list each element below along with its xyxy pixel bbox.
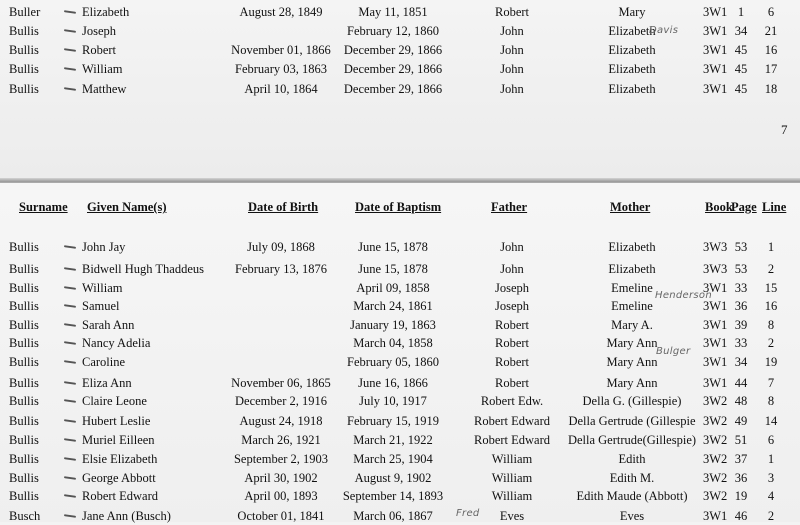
- surname-cell: Bullis: [9, 355, 39, 369]
- baptism-date-cell: June 16, 1866: [358, 376, 428, 390]
- line-cell: 16: [764, 43, 778, 57]
- tick-mark: [64, 399, 76, 403]
- given-name-cell: William: [82, 281, 123, 295]
- surname-cell: Bullis: [9, 43, 39, 57]
- table-row: [0, 487, 800, 505]
- given-name-cell: Muriel Eilleen: [82, 433, 155, 447]
- book-cell: 3W2: [703, 489, 728, 503]
- book-cell: 3W2: [703, 414, 728, 428]
- line-cell: 2: [767, 509, 775, 523]
- tick-mark: [64, 419, 76, 423]
- book-cell: 3W3: [703, 240, 728, 254]
- mother-cell: Elizabeth: [608, 82, 656, 96]
- baptism-date-cell: June 15, 1878: [358, 240, 428, 254]
- father-cell: Robert: [494, 336, 530, 350]
- table-row: [0, 80, 800, 98]
- line-header: Line: [762, 200, 787, 214]
- given-name-cell: Claire Leone: [82, 394, 147, 408]
- baptism-date-header: Date of Baptism: [355, 200, 442, 214]
- table-row: [0, 450, 800, 468]
- birth-date-cell: September 2, 1903: [233, 452, 329, 466]
- mother-cell: Elizabeth: [608, 240, 656, 254]
- book-cell: 3W1: [703, 5, 728, 19]
- mother-cell: Mary A.: [611, 318, 653, 332]
- birth-date-cell: November 01, 1866: [231, 43, 331, 57]
- line-cell: 3: [767, 471, 775, 485]
- table-row: [0, 60, 800, 78]
- given-name-header: Given Name(s): [87, 200, 167, 214]
- father-cell: Robert: [494, 355, 530, 369]
- tick-mark: [64, 514, 76, 518]
- father-cell: Joseph: [494, 299, 530, 313]
- tick-mark: [64, 267, 76, 271]
- baptism-date-cell: June 15, 1878: [358, 262, 428, 276]
- page-cell: 37: [734, 452, 748, 466]
- surname-cell: Bullis: [9, 24, 39, 38]
- birth-date-cell: April 30, 1902: [244, 471, 318, 485]
- tick-mark: [64, 494, 76, 498]
- mother-cell: Emeline: [611, 299, 653, 313]
- book-cell: 3W2: [703, 452, 728, 466]
- page-cell: 45: [734, 62, 748, 76]
- father-cell: Joseph: [494, 281, 530, 295]
- handwritten-note: Davis: [649, 25, 679, 36]
- baptism-date-cell: August 9, 1902: [354, 471, 432, 485]
- father-cell: William: [491, 489, 533, 503]
- tick-mark: [64, 67, 76, 71]
- father-cell: Robert Edw.: [480, 394, 544, 408]
- birth-date-cell: August 28, 1849: [239, 5, 323, 19]
- surname-cell: Bullis: [9, 471, 39, 485]
- father-header: Father: [491, 200, 528, 214]
- birth-date-cell: March 26, 1921: [241, 433, 321, 447]
- page-cell: 46: [734, 509, 748, 523]
- given-name-cell: Eliza Ann: [82, 376, 132, 390]
- book-cell: 3W2: [703, 394, 728, 408]
- father-cell: Robert Edward: [473, 433, 551, 447]
- mother-cell: Mary Ann: [606, 355, 658, 369]
- table-row: [0, 41, 800, 59]
- line-cell: 4: [767, 489, 775, 503]
- book-cell: 3W1: [703, 336, 728, 350]
- given-name-cell: Matthew: [82, 82, 127, 96]
- line-cell: 1: [767, 452, 775, 466]
- surname-cell: Bullis: [9, 414, 39, 428]
- given-name-cell: Hubert Leslie: [82, 414, 151, 428]
- top-page: [0, 0, 800, 180]
- surname-cell: Bullis: [9, 281, 39, 295]
- book-cell: 3W1: [703, 82, 728, 96]
- father-cell: John: [500, 262, 524, 276]
- given-name-cell: Joseph: [82, 24, 117, 38]
- line-cell: 8: [767, 394, 775, 408]
- page-cell: 51: [734, 433, 748, 447]
- mother-cell: Edith Maude (Abbott): [576, 489, 688, 503]
- book-cell: 3W1: [703, 62, 728, 76]
- book-cell: 3W1: [703, 509, 728, 523]
- birth-date-cell: December 2, 1916: [235, 394, 327, 408]
- tick-mark: [64, 87, 76, 91]
- mother-cell: Edith: [618, 452, 646, 466]
- mother-cell: Elizabeth: [608, 24, 656, 38]
- book-cell: 3W1: [703, 376, 728, 390]
- tick-mark: [64, 457, 76, 461]
- page-cell: 19: [734, 489, 748, 503]
- mother-cell: Mary Ann: [606, 376, 658, 390]
- table-row: [0, 260, 800, 278]
- table-row: [0, 507, 800, 525]
- baptism-date-cell: July 10, 1917: [359, 394, 427, 408]
- birth-date-cell: April 10, 1864: [244, 82, 318, 96]
- mother-cell: Edith M.: [609, 471, 655, 485]
- surname-cell: Bullis: [9, 82, 39, 96]
- book-cell: 3W1: [703, 281, 728, 295]
- father-cell: William: [491, 471, 533, 485]
- line-cell: 16: [764, 299, 778, 313]
- line-cell: 1: [767, 240, 775, 254]
- given-name-cell: Caroline: [82, 355, 126, 369]
- surname-cell: Bullis: [9, 489, 39, 503]
- line-cell: 8: [767, 318, 775, 332]
- surname-header: Surname: [19, 200, 68, 214]
- baptism-date-cell: December 29, 1866: [343, 62, 443, 76]
- tick-mark: [64, 476, 76, 480]
- father-cell: Robert: [494, 376, 530, 390]
- given-name-cell: Robert: [82, 43, 117, 57]
- given-name-cell: Sarah Ann: [82, 318, 135, 332]
- book-cell: 3W1: [703, 299, 728, 313]
- tick-mark: [64, 29, 76, 33]
- line-cell: 18: [764, 82, 778, 96]
- given-name-cell: Samuel: [82, 299, 120, 313]
- page-cell: 33: [734, 281, 748, 295]
- book-cell: 3W3: [703, 262, 728, 276]
- page-number: 7: [781, 122, 788, 137]
- father-cell: Eves: [499, 509, 525, 523]
- page-header: Page: [731, 200, 757, 214]
- page-cell: 53: [734, 262, 748, 276]
- line-cell: 2: [767, 262, 775, 276]
- book-cell: 3W2: [703, 471, 728, 485]
- given-name-cell: William: [82, 62, 123, 76]
- baptism-date-cell: September 14, 1893: [342, 489, 444, 503]
- line-cell: 6: [767, 5, 775, 19]
- baptism-date-cell: February 05, 1860: [347, 355, 439, 369]
- mother-cell: Emeline: [611, 281, 653, 295]
- baptism-date-cell: January 19, 1863: [350, 318, 436, 332]
- mother-cell: Elizabeth: [608, 43, 656, 57]
- father-cell: John: [500, 240, 524, 254]
- surname-cell: Bullis: [9, 299, 39, 313]
- baptism-date-cell: December 29, 1866: [343, 43, 443, 57]
- baptism-date-cell: March 24, 1861: [353, 299, 433, 313]
- father-cell: Robert: [494, 5, 530, 19]
- surname-cell: Bullis: [9, 394, 39, 408]
- page-cell: 34: [734, 24, 748, 38]
- tick-mark: [64, 323, 76, 327]
- surname-cell: Buller: [9, 5, 41, 19]
- father-cell: John: [500, 43, 524, 57]
- handwritten-note: Henderson: [655, 290, 712, 301]
- tick-mark: [64, 10, 76, 14]
- page-cell: 45: [734, 43, 748, 57]
- father-cell: William: [491, 452, 533, 466]
- surname-cell: Bullis: [9, 433, 39, 447]
- surname-cell: Busch: [9, 509, 41, 523]
- birth-date-header: Date of Birth: [248, 200, 319, 214]
- page-cell: 33: [734, 336, 748, 350]
- table-row: [0, 412, 800, 430]
- book-cell: 3W1: [703, 43, 728, 57]
- surname-cell: Bullis: [9, 318, 39, 332]
- tick-mark: [64, 360, 76, 364]
- page-cell: 45: [734, 82, 748, 96]
- father-cell: Robert: [494, 318, 530, 332]
- given-name-cell: George Abbott: [82, 471, 156, 485]
- surname-cell: Bullis: [9, 376, 39, 390]
- tick-mark: [64, 286, 76, 290]
- baptism-date-cell: April 09, 1858: [356, 281, 430, 295]
- surname-cell: Bullis: [9, 62, 39, 76]
- birth-date-cell: August 24, 1918: [239, 414, 323, 428]
- baptism-date-cell: May 11, 1851: [358, 5, 428, 19]
- surname-cell: Bullis: [9, 452, 39, 466]
- birth-date-cell: November 06, 1865: [231, 376, 331, 390]
- table-row: [0, 22, 800, 40]
- line-cell: 7: [767, 376, 775, 390]
- page-cell: 39: [734, 318, 748, 332]
- given-name-cell: Robert Edward: [82, 489, 159, 503]
- father-cell: John: [500, 62, 524, 76]
- tick-mark: [64, 381, 76, 385]
- mother-cell: Eves: [619, 509, 645, 523]
- book-header: Book: [705, 200, 733, 214]
- line-cell: 15: [764, 281, 778, 295]
- given-name-cell: Bidwell Hugh Thaddeus: [82, 262, 204, 276]
- table-row: [0, 238, 800, 256]
- table-row: [0, 392, 800, 410]
- baptism-date-cell: February 15, 1919: [347, 414, 439, 428]
- tick-mark: [64, 48, 76, 52]
- table-row: [0, 3, 800, 21]
- tick-mark: [64, 245, 76, 249]
- mother-cell: Della Gertrude (Gillespie: [568, 414, 696, 428]
- baptism-date-cell: February 12, 1860: [347, 24, 439, 38]
- baptism-date-cell: March 06, 1867: [353, 509, 433, 523]
- tick-mark: [64, 438, 76, 442]
- page-cell: 34: [734, 355, 748, 369]
- mother-cell: Elizabeth: [608, 262, 656, 276]
- birth-date-cell: October 01, 1841: [237, 509, 325, 523]
- father-cell: Robert Edward: [473, 414, 551, 428]
- line-cell: 21: [764, 24, 778, 38]
- handwritten-note: Bulger: [656, 346, 691, 357]
- page-cell: 44: [734, 376, 748, 390]
- table-row: [0, 374, 800, 392]
- page-cell: 48: [734, 394, 748, 408]
- page-cell: 1: [737, 5, 745, 19]
- given-name-cell: John Jay: [82, 240, 126, 254]
- surname-cell: Bullis: [9, 240, 39, 254]
- book-cell: 3W1: [703, 24, 728, 38]
- given-name-cell: Jane Ann (Busch): [82, 509, 171, 523]
- tick-mark: [64, 304, 76, 308]
- surname-cell: Bullis: [9, 262, 39, 276]
- book-cell: 3W1: [703, 355, 728, 369]
- mother-header: Mother: [610, 200, 651, 214]
- surname-cell: Bullis: [9, 336, 39, 350]
- line-cell: 6: [767, 433, 775, 447]
- mother-cell: Della G. (Gillespie): [582, 394, 682, 408]
- line-cell: 19: [764, 355, 778, 369]
- mother-cell: Della Gertrude(Gillespie): [567, 433, 697, 447]
- mother-cell: Mary Ann: [606, 336, 658, 350]
- father-cell: John: [500, 82, 524, 96]
- page-cell: 36: [734, 471, 748, 485]
- page-cell: 53: [734, 240, 748, 254]
- birth-date-cell: February 13, 1876: [235, 262, 327, 276]
- baptism-date-cell: December 29, 1866: [343, 82, 443, 96]
- birth-date-cell: February 03, 1863: [235, 62, 327, 76]
- handwritten-note: Fred: [456, 508, 480, 519]
- tick-mark: [64, 341, 76, 345]
- line-cell: 14: [764, 414, 778, 428]
- baptism-date-cell: March 21, 1922: [353, 433, 433, 447]
- father-cell: John: [500, 24, 524, 38]
- table-row: [0, 469, 800, 487]
- mother-cell: Elizabeth: [608, 62, 656, 76]
- book-cell: 3W1: [703, 318, 728, 332]
- table-row: [0, 431, 800, 449]
- line-cell: 2: [767, 336, 775, 350]
- page-cell: 36: [734, 299, 748, 313]
- birth-date-cell: July 09, 1868: [247, 240, 315, 254]
- given-name-cell: Elsie Elizabeth: [82, 452, 158, 466]
- table-row: [0, 316, 800, 334]
- mother-cell: Mary: [618, 5, 646, 19]
- birth-date-cell: April 00, 1893: [244, 489, 318, 503]
- baptism-date-cell: March 25, 1904: [353, 452, 433, 466]
- line-cell: 17: [764, 62, 778, 76]
- book-cell: 3W2: [703, 433, 728, 447]
- baptism-date-cell: March 04, 1858: [353, 336, 433, 350]
- given-name-cell: Elizabeth: [82, 5, 130, 19]
- given-name-cell: Nancy Adelia: [82, 336, 151, 350]
- page-cell: 49: [734, 414, 748, 428]
